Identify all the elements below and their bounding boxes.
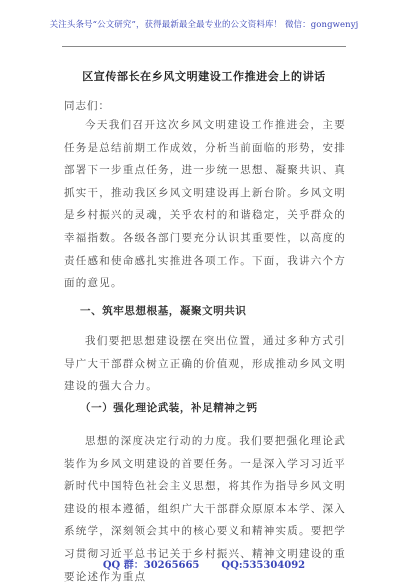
section-paragraph: 我们要把思想建设摆在突出位置，通过多种方式引导广大干部群众树立正确的价值观，形成推动乡风文明建设的强大合力。 (64, 335, 346, 393)
section-heading: 一、筑牢思想根基，凝聚文明共识 (80, 305, 247, 317)
intro-paragraph: 今天我们召开这次乡风文明建设工作推进会，主要任务是总结前期工作成效，分析当前面临的形势，安排部署下一步重点任务，进一步统一思想、凝聚共识、真抓实干，推动我区乡风文明建设再上新台阶。乡风文明是乡村振兴的灵魂，关乎农村的和谐稳定，关乎群众的幸福指数。各级各部门要充分认识其重要性，以高度的责任感和使命感扎实推进各项工作。下面，我讲六个方面的意见。 (64, 119, 346, 290)
subsection-heading: （一）强化理论武装，补足精神之钙 (80, 402, 258, 414)
salutation: 同志们： (64, 100, 110, 112)
footer-qq: QQ:535304092 (221, 560, 306, 571)
header-banner: 关注头条号“公文研究”，获得最新最全最专业的公文资料库！ 微信：gongwenyj (49, 20, 359, 30)
footer-contact (0, 556, 408, 571)
subsection-paragraph: 思想的深度决定行动的力度。我们要把强化理论武装作为乡风文明建设的首要任务。一是深入学习习近平新时代中国特色社会主义思想，将其作为指导乡风文明建设的根本遵循，组织广大干部群众原原本本学、深入系统学，深刻领会其中的核心要义和精神实质。要把学习贯彻习近平总书记关于乡村振兴、精神文明建设的重要论述作为重点 (64, 435, 346, 583)
footer-qq-group: QQ 群：30265665 (102, 560, 200, 571)
document-title: 区宣传部长在乡风文明建设工作推进会上的讲话 (82, 70, 326, 83)
header-divider (62, 46, 346, 47)
